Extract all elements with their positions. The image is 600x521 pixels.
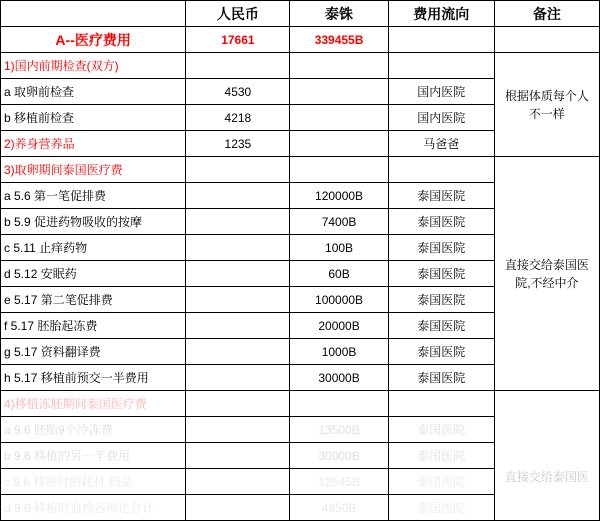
section-2-title: 2)养身营养品 [1,131,186,157]
row-thb: 30000B [290,443,388,469]
row-item: a 5.6 第一笔促排费 [1,183,186,209]
section-1-flow [388,53,494,79]
header-thb: 泰铢 [290,1,388,27]
row-item: d 5.12 安眠药 [1,261,186,287]
row-thb: 1000B [290,339,388,365]
section-3-thb [290,157,388,183]
row-rmb [186,417,290,443]
row-item: b 移植前检查 [1,105,186,131]
row-item: b 9.6 移植的另一半费用 [1,443,186,469]
note-line-1a: 根据体质每个人 [504,88,589,103]
row-flow: 泰国医院 [388,183,494,209]
row-rmb [186,235,290,261]
row-flow: 泰国医院 [388,469,494,495]
note-cell-1 [494,53,599,157]
row-item: c 5.11 止痒药物 [1,235,186,261]
header-rmb: 人民币 [186,1,290,27]
header-item [1,1,186,27]
row-item: b 5.9 促进药物吸收的按摩 [1,209,186,235]
table-header-row [1,1,600,27]
row-flow: 泰国医院 [388,209,494,235]
table-row-section-1 [1,53,600,79]
row-item: a 取卵前检查 [1,79,186,105]
row-flow: 国内医院 [388,105,494,131]
row-flow: 泰国医院 [388,235,494,261]
section-1-thb [290,53,388,79]
row-thb: 13500B [290,417,388,443]
row-thb: 100000B [290,287,388,313]
section-3-title: 3)取卵期间泰国医疗费 [1,157,186,183]
row-thb [290,105,388,131]
row-item: a 9.6 胚胎9个冷冻费 [1,417,186,443]
note-line-2b: 院,不经中介 [515,275,579,290]
row-item: f 5.17 胚胎起冻费 [1,313,186,339]
section-1-title: 1)国内前期检查(双方) [1,53,186,79]
section-2-rmb: 1235 [186,131,290,157]
row-thb: 30000B [290,365,388,391]
section-3-rmb [186,157,290,183]
row-rmb [186,365,290,391]
note-line-1b: 不一样 [528,106,565,121]
row-flow: 泰国医院 [388,339,494,365]
row-rmb [186,287,290,313]
row-thb: 60B [290,261,388,287]
note-cell-2 [494,157,599,391]
section-4-flow [388,391,494,417]
row-flow: 泰国医院 [388,443,494,469]
row-rmb: 4218 [186,105,290,131]
row-thb: 4850B [290,495,388,521]
row-rmb [186,443,290,469]
section-4-thb [290,391,388,417]
row-thb: 12545B [290,469,388,495]
row-flow: 泰国医院 [388,261,494,287]
summary-note [494,27,599,53]
section-3-flow [388,157,494,183]
row-flow: 泰国医院 [388,417,494,443]
row-item: h 5.17 移植前预交一半费用 [1,365,186,391]
row-rmb [186,469,290,495]
row-item: e 5.17 第二笔促排费 [1,287,186,313]
note-line-3a: 直接交给泰国医 [504,469,589,484]
row-rmb: 4530 [186,79,290,105]
row-item: g 5.17 资料翻译费 [1,339,186,365]
summary-item: A--医疗费用 [1,27,186,53]
header-flow: 费用流向 [388,1,494,27]
header-note: 备注 [494,1,599,27]
row-thb [290,79,388,105]
section-1-rmb [186,53,290,79]
table-row-section-3 [1,157,600,183]
row-flow: 国内医院 [388,79,494,105]
row-flow: 泰国医院 [388,365,494,391]
note-cell-3 [494,391,599,521]
row-rmb [186,339,290,365]
section-2-thb [290,131,388,157]
note-line-2a: 直接交给泰国医 [504,257,589,272]
summary-thb: 339455B [290,27,388,53]
row-rmb [186,209,290,235]
row-rmb [186,495,290,521]
row-flow: 泰国医院 [388,313,494,339]
section-4-title: 4)移植冻胚期间泰国医疗费 [1,391,186,417]
row-thb: 20000B [290,313,388,339]
summary-rmb: 17661 [186,27,290,53]
row-item: c 9.6 移植时的耗材 药品 [1,469,186,495]
row-rmb [186,183,290,209]
section-2-flow: 马爸爸 [388,131,494,157]
row-thb: 7400B [290,209,388,235]
summary-flow [388,27,494,53]
row-flow: 泰国医院 [388,287,494,313]
table-row-section-4 [1,391,600,417]
row-thb: 100B [290,235,388,261]
row-flow: 泰国医院 [388,495,494,521]
section-4-rmb [186,391,290,417]
row-item: d 9.6 移植时血检各项化合计 [1,495,186,521]
table-row-summary [1,27,600,53]
row-rmb [186,313,290,339]
row-rmb [186,261,290,287]
row-thb: 120000B [290,183,388,209]
